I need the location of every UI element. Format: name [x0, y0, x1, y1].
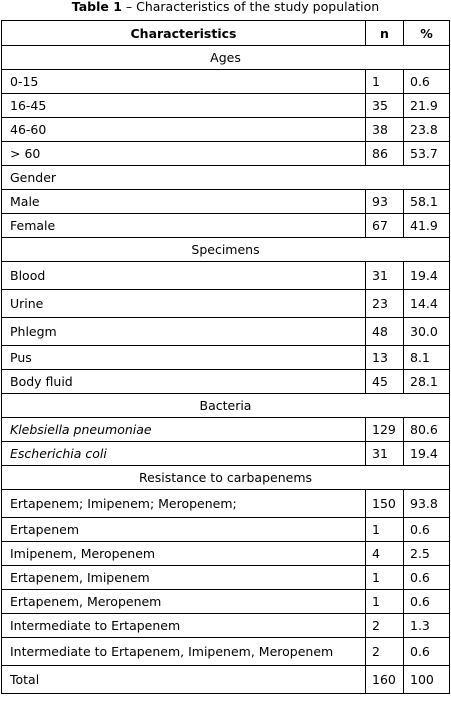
section-label: Ages: [2, 46, 450, 70]
row-label: > 60: [2, 142, 366, 166]
row-label: Imipenem, Meropenem: [2, 542, 366, 566]
row-percent: 8.1: [404, 346, 450, 370]
table-number: Table 1: [71, 0, 122, 14]
section-row: [2, 394, 450, 418]
section-row: [2, 238, 450, 262]
table-row: [2, 590, 450, 614]
row-percent: 21.9: [404, 94, 450, 118]
table-row: [2, 666, 450, 694]
row-percent: 93.8: [404, 490, 450, 518]
row-percent: 19.4: [404, 442, 450, 466]
table-row: [2, 318, 450, 346]
row-percent: 28.1: [404, 370, 450, 394]
row-label: Ertapenem, Imipenem: [2, 566, 366, 590]
row-label: Urine: [2, 290, 366, 318]
row-label: Ertapenem: [2, 518, 366, 542]
table-title: – Characteristics of the study population: [121, 0, 380, 14]
table-row: [2, 418, 450, 442]
characteristics-table: [1, 20, 450, 694]
header-characteristics: Characteristics: [2, 21, 366, 46]
row-label: Ertapenem; Imipenem; Meropenem;: [2, 490, 366, 518]
row-label: Intermediate to Ertapenem, Imipenem, Meropenem: [2, 638, 366, 666]
row-count: 13: [366, 346, 404, 370]
row-percent: 0.6: [404, 70, 450, 94]
table-row: [2, 346, 450, 370]
section-label: Resistance to carbapenems: [2, 466, 450, 490]
section-row: [2, 46, 450, 70]
table-row: [2, 542, 450, 566]
row-count: 150: [366, 490, 404, 518]
row-count: 67: [366, 214, 404, 238]
row-percent: 0.6: [404, 518, 450, 542]
row-percent: 53.7: [404, 142, 450, 166]
row-percent: 23.8: [404, 118, 450, 142]
row-count: 23: [366, 290, 404, 318]
row-count: 2: [366, 638, 404, 666]
table-row: [2, 566, 450, 590]
row-count: 93: [366, 190, 404, 214]
table-row: [2, 370, 450, 394]
row-label: Klebsiella pneumoniae: [2, 418, 366, 442]
row-count: 4: [366, 542, 404, 566]
row-count: 45: [366, 370, 404, 394]
row-count: 1: [366, 518, 404, 542]
row-percent: 0.6: [404, 638, 450, 666]
row-label: Intermediate to Ertapenem: [2, 614, 366, 638]
table-caption: [0, 0, 451, 20]
table-row: [2, 142, 450, 166]
row-count: 2: [366, 614, 404, 638]
table-row: [2, 638, 450, 666]
row-label: Phlegm: [2, 318, 366, 346]
row-percent: 1.3: [404, 614, 450, 638]
row-count: 86: [366, 142, 404, 166]
row-percent: 0.6: [404, 590, 450, 614]
row-count: 48: [366, 318, 404, 346]
table-row: [2, 290, 450, 318]
row-count: 31: [366, 442, 404, 466]
row-label: Body fluid: [2, 370, 366, 394]
row-count: 129: [366, 418, 404, 442]
row-percent: 0.6: [404, 566, 450, 590]
row-count: 1: [366, 590, 404, 614]
section-row: [2, 466, 450, 490]
row-percent: 19.4: [404, 262, 450, 290]
row-label: 46-60: [2, 118, 366, 142]
row-label: Male: [2, 190, 366, 214]
header-percent: %: [404, 21, 450, 46]
section-label: Gender: [2, 166, 450, 190]
table-row: [2, 70, 450, 94]
row-percent: 80.6: [404, 418, 450, 442]
table-row: [2, 490, 450, 518]
table-row: [2, 442, 450, 466]
row-count: 1: [366, 566, 404, 590]
row-label: Escherichia coli: [2, 442, 366, 466]
header-n: n: [366, 21, 404, 46]
row-percent: 14.4: [404, 290, 450, 318]
row-count: 35: [366, 94, 404, 118]
header-row: [2, 21, 450, 46]
row-count: 31: [366, 262, 404, 290]
table-row: [2, 190, 450, 214]
row-percent: 2.5: [404, 542, 450, 566]
row-count: 38: [366, 118, 404, 142]
row-label: Female: [2, 214, 366, 238]
section-row: [2, 166, 450, 190]
table-row: [2, 214, 450, 238]
row-label: Pus: [2, 346, 366, 370]
table-body: [2, 46, 450, 694]
row-count: 160: [366, 666, 404, 694]
row-count: 1: [366, 70, 404, 94]
table-row: [2, 262, 450, 290]
row-label: Ertapenem, Meropenem: [2, 590, 366, 614]
row-percent: 30.0: [404, 318, 450, 346]
row-label: 16-45: [2, 94, 366, 118]
table-row: [2, 614, 450, 638]
section-label: Specimens: [2, 238, 450, 262]
row-label: 0-15: [2, 70, 366, 94]
row-percent: 100: [404, 666, 450, 694]
table-row: [2, 118, 450, 142]
table-row: [2, 518, 450, 542]
row-label: Total: [2, 666, 366, 694]
row-percent: 41.9: [404, 214, 450, 238]
row-percent: 58.1: [404, 190, 450, 214]
table-row: [2, 94, 450, 118]
section-label: Bacteria: [2, 394, 450, 418]
row-label: Blood: [2, 262, 366, 290]
